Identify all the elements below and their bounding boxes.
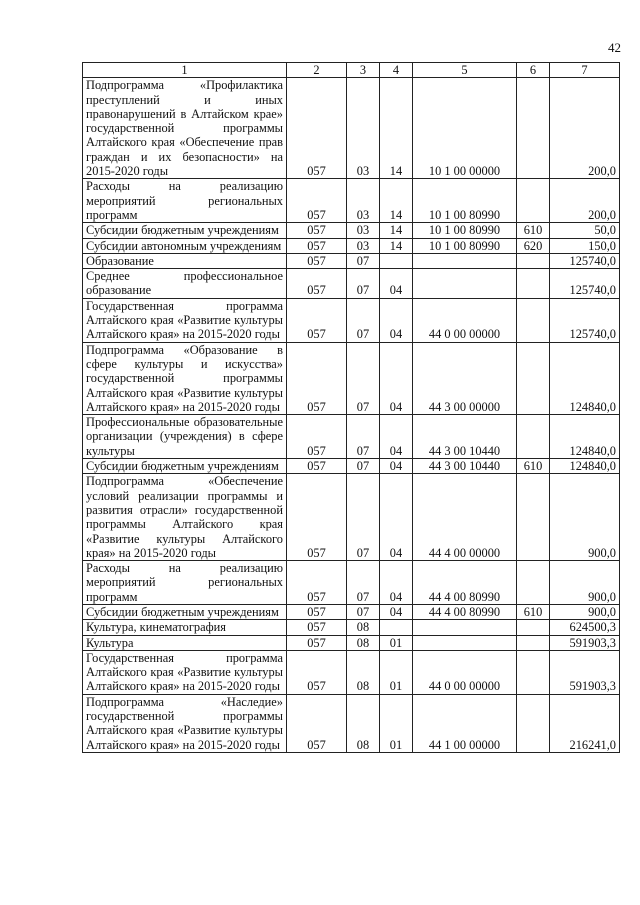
header-col-1: 1 bbox=[83, 63, 287, 78]
row-expense-type bbox=[517, 474, 550, 561]
row-target-item: 44 4 00 80990 bbox=[413, 561, 517, 605]
row-expense-type bbox=[517, 342, 550, 414]
row-subsection: 04 bbox=[380, 561, 413, 605]
row-admin-code: 057 bbox=[287, 694, 347, 752]
row-target-item: 44 1 00 00000 bbox=[413, 694, 517, 752]
row-subsection: 04 bbox=[380, 415, 413, 459]
row-subsection: 04 bbox=[380, 269, 413, 299]
row-section: 03 bbox=[347, 223, 380, 238]
row-name: Подпрограмма «Образование в сфере культуры и искусства» государственной программы Алтайского края «Развитие культуры Алтайского края» на 2015-2020 годы bbox=[83, 342, 287, 414]
row-expense-type: 620 bbox=[517, 238, 550, 253]
row-admin-code: 057 bbox=[287, 342, 347, 414]
table-row bbox=[83, 620, 620, 635]
row-expense-type: 610 bbox=[517, 223, 550, 238]
row-target-item bbox=[413, 620, 517, 635]
row-admin-code: 057 bbox=[287, 179, 347, 223]
budget-table bbox=[82, 62, 620, 753]
row-expense-type bbox=[517, 694, 550, 752]
row-section: 08 bbox=[347, 694, 380, 752]
row-admin-code: 057 bbox=[287, 620, 347, 635]
row-amount: 124840,0 bbox=[550, 415, 620, 459]
row-amount: 900,0 bbox=[550, 561, 620, 605]
table-row bbox=[83, 474, 620, 561]
row-name: Субсидии бюджетным учреждениям bbox=[83, 604, 287, 619]
row-subsection: 04 bbox=[380, 298, 413, 342]
row-subsection: 04 bbox=[380, 604, 413, 619]
row-name: Государственная программа Алтайского края «Развитие культуры Алтайского края» на 2015-2020 годы bbox=[83, 298, 287, 342]
row-name: Расходы на реализацию мероприятий региональных программ bbox=[83, 179, 287, 223]
row-amount: 591903,3 bbox=[550, 635, 620, 650]
row-section: 07 bbox=[347, 269, 380, 299]
table-row bbox=[83, 298, 620, 342]
table-row bbox=[83, 694, 620, 752]
header-col-6: 6 bbox=[517, 63, 550, 78]
row-admin-code: 057 bbox=[287, 238, 347, 253]
row-amount: 125740,0 bbox=[550, 298, 620, 342]
table-row bbox=[83, 179, 620, 223]
row-name: Профессиональные образовательные организации (учреждения) в сфере культуры bbox=[83, 415, 287, 459]
row-amount: 591903,3 bbox=[550, 650, 620, 694]
row-target-item: 44 0 00 00000 bbox=[413, 298, 517, 342]
row-target-item: 10 1 00 80990 bbox=[413, 179, 517, 223]
table-row bbox=[83, 253, 620, 268]
row-subsection: 14 bbox=[380, 238, 413, 253]
row-amount: 125740,0 bbox=[550, 253, 620, 268]
row-target-item: 10 1 00 80990 bbox=[413, 223, 517, 238]
row-amount: 900,0 bbox=[550, 474, 620, 561]
row-amount: 200,0 bbox=[550, 78, 620, 179]
row-section: 07 bbox=[347, 342, 380, 414]
row-admin-code: 057 bbox=[287, 415, 347, 459]
row-subsection: 04 bbox=[380, 459, 413, 474]
row-expense-type: 610 bbox=[517, 459, 550, 474]
row-admin-code: 057 bbox=[287, 604, 347, 619]
row-name: Субсидии автономным учреждениям bbox=[83, 238, 287, 253]
row-target-item bbox=[413, 269, 517, 299]
row-admin-code: 057 bbox=[287, 561, 347, 605]
row-expense-type bbox=[517, 253, 550, 268]
table-row bbox=[83, 650, 620, 694]
row-expense-type bbox=[517, 269, 550, 299]
row-section: 07 bbox=[347, 474, 380, 561]
row-expense-type bbox=[517, 620, 550, 635]
row-subsection: 04 bbox=[380, 342, 413, 414]
page-number: 42 bbox=[608, 40, 621, 55]
row-admin-code: 057 bbox=[287, 635, 347, 650]
row-amount: 124840,0 bbox=[550, 342, 620, 414]
table-row bbox=[83, 342, 620, 414]
row-amount: 624500,3 bbox=[550, 620, 620, 635]
row-admin-code: 057 bbox=[287, 253, 347, 268]
row-subsection: 14 bbox=[380, 78, 413, 179]
header-col-3: 3 bbox=[347, 63, 380, 78]
table-row bbox=[83, 561, 620, 605]
table-row bbox=[83, 459, 620, 474]
row-name: Среднее профессиональное образование bbox=[83, 269, 287, 299]
row-target-item: 44 3 00 00000 bbox=[413, 342, 517, 414]
row-subsection bbox=[380, 253, 413, 268]
row-expense-type: 610 bbox=[517, 604, 550, 619]
row-name: Культура, кинематография bbox=[83, 620, 287, 635]
header-col-4: 4 bbox=[380, 63, 413, 78]
row-admin-code: 057 bbox=[287, 474, 347, 561]
table-row bbox=[83, 415, 620, 459]
row-subsection: 14 bbox=[380, 179, 413, 223]
row-amount: 900,0 bbox=[550, 604, 620, 619]
row-target-item: 10 1 00 00000 bbox=[413, 78, 517, 179]
row-section: 07 bbox=[347, 298, 380, 342]
row-section: 07 bbox=[347, 415, 380, 459]
row-section: 08 bbox=[347, 635, 380, 650]
row-name: Подпрограмма «Наследие» государственной программы Алтайского края «Развитие культуры Алтайского края» на 2015-2020 годы bbox=[83, 694, 287, 752]
row-target-item: 10 1 00 80990 bbox=[413, 238, 517, 253]
row-amount: 50,0 bbox=[550, 223, 620, 238]
row-target-item: 44 3 00 10440 bbox=[413, 459, 517, 474]
row-section: 07 bbox=[347, 253, 380, 268]
table-row bbox=[83, 604, 620, 619]
row-name: Государственная программа Алтайского края «Развитие культуры Алтайского края» на 2015-2020 годы bbox=[83, 650, 287, 694]
row-subsection: 04 bbox=[380, 474, 413, 561]
row-target-item bbox=[413, 253, 517, 268]
row-name: Культура bbox=[83, 635, 287, 650]
row-name: Субсидии бюджетным учреждениям bbox=[83, 459, 287, 474]
row-subsection bbox=[380, 620, 413, 635]
row-section: 07 bbox=[347, 459, 380, 474]
row-admin-code: 057 bbox=[287, 223, 347, 238]
row-name: Расходы на реализацию мероприятий региональных программ bbox=[83, 561, 287, 605]
row-admin-code: 057 bbox=[287, 650, 347, 694]
row-expense-type bbox=[517, 179, 550, 223]
row-expense-type bbox=[517, 415, 550, 459]
row-subsection: 01 bbox=[380, 694, 413, 752]
header-col-7: 7 bbox=[550, 63, 620, 78]
row-section: 03 bbox=[347, 238, 380, 253]
row-amount: 150,0 bbox=[550, 238, 620, 253]
row-admin-code: 057 bbox=[287, 459, 347, 474]
table-row bbox=[83, 635, 620, 650]
row-subsection: 14 bbox=[380, 223, 413, 238]
row-admin-code: 057 bbox=[287, 298, 347, 342]
row-target-item: 44 0 00 00000 bbox=[413, 650, 517, 694]
header-col-5: 5 bbox=[413, 63, 517, 78]
row-name: Образование bbox=[83, 253, 287, 268]
row-expense-type bbox=[517, 298, 550, 342]
row-amount: 216241,0 bbox=[550, 694, 620, 752]
row-section: 07 bbox=[347, 561, 380, 605]
row-expense-type bbox=[517, 635, 550, 650]
row-target-item: 44 3 00 10440 bbox=[413, 415, 517, 459]
row-section: 08 bbox=[347, 620, 380, 635]
header-col-2: 2 bbox=[287, 63, 347, 78]
row-admin-code: 057 bbox=[287, 269, 347, 299]
row-target-item: 44 4 00 00000 bbox=[413, 474, 517, 561]
table-row bbox=[83, 223, 620, 238]
row-admin-code: 057 bbox=[287, 78, 347, 179]
row-expense-type bbox=[517, 561, 550, 605]
row-subsection: 01 bbox=[380, 635, 413, 650]
row-amount: 125740,0 bbox=[550, 269, 620, 299]
row-name: Субсидии бюджетным учреждениям bbox=[83, 223, 287, 238]
row-section: 07 bbox=[347, 604, 380, 619]
row-expense-type bbox=[517, 78, 550, 179]
row-section: 03 bbox=[347, 78, 380, 179]
table-row bbox=[83, 78, 620, 179]
row-target-item bbox=[413, 635, 517, 650]
row-name: Подпрограмма «Профилактика преступлений и иных правонарушений в Алтайском крае» государственной программы Алтайского края «Обеспечение прав граждан и их безопасности» на 2015-2020 годы bbox=[83, 78, 287, 179]
table-row bbox=[83, 269, 620, 299]
table-header-row bbox=[83, 63, 620, 78]
row-expense-type bbox=[517, 650, 550, 694]
row-name: Подпрограмма «Обеспечение условий реализации программы и развития отрасли» государственной программы Алтайского края «Развитие культуры Алтайского края» на 2015-2020 годы bbox=[83, 474, 287, 561]
row-section: 03 bbox=[347, 179, 380, 223]
row-section: 08 bbox=[347, 650, 380, 694]
row-subsection: 01 bbox=[380, 650, 413, 694]
row-target-item: 44 4 00 80990 bbox=[413, 604, 517, 619]
row-amount: 200,0 bbox=[550, 179, 620, 223]
table-row bbox=[83, 238, 620, 253]
row-amount: 124840,0 bbox=[550, 459, 620, 474]
